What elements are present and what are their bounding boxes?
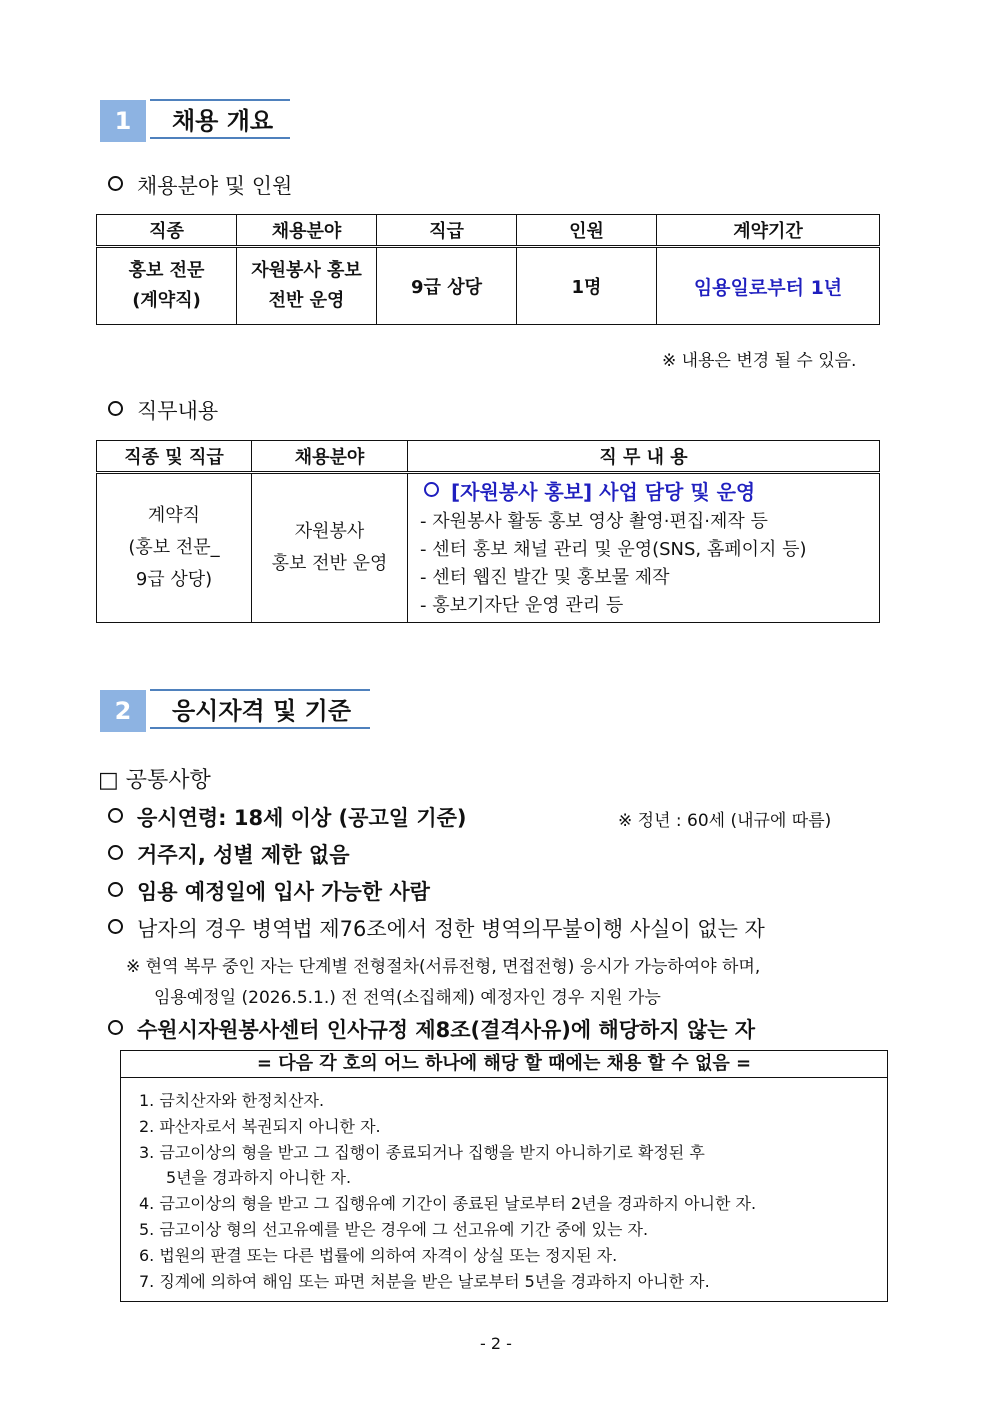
section-1-title: 채용 개요 — [150, 99, 290, 139]
job-line1: 계약직 — [147, 505, 201, 526]
list-item: 7. 징계에 의하여 해임 또는 파면 처분을 받은 날로부터 5년을 경과하지 아니한 자. — [139, 1271, 710, 1291]
field-line2: 홍보 전반 운영 — [271, 553, 388, 574]
positions-table — [96, 214, 880, 325]
subheading-positions-text: 채용분야 및 인원 — [137, 174, 293, 198]
table-row — [97, 473, 880, 623]
disqualify-box — [120, 1050, 888, 1302]
list-item: 1. 금치산자와 한정치산자. — [139, 1091, 325, 1110]
th-count: 인원 — [517, 215, 657, 247]
disqualify-heading: = 다음 각 호의 어느 하나에 해당 할 때에는 채용 할 수 없음 = — [121, 1051, 887, 1078]
duty-title — [420, 476, 879, 508]
list-item: 5. 금고이상 형의 선고유예를 받은 경우에 그 선고유예 기간 중에 있는 자. — [139, 1219, 649, 1239]
duty-item: - 센터 웹진 발간 및 홍보물 제작 — [420, 567, 670, 588]
th-field: 채용분야 — [252, 441, 408, 473]
available-item — [108, 876, 430, 906]
list-item: 4. 금고이상의 형을 받고 그 집행유예 기간이 종료된 날로부터 2년을 경과하지 아니한 자. — [139, 1194, 757, 1214]
section-2-title: 응시자격 및 기준 — [150, 689, 370, 729]
th-period: 계약기간 — [657, 215, 880, 247]
job-type-line1: 홍보 전문 — [128, 260, 205, 281]
circle-bullet-icon — [108, 176, 123, 191]
age-note: ※ 정년 : 60세 (내규에 따름) — [618, 811, 832, 831]
cell-job-grade — [97, 473, 252, 623]
duty-title-text: [자원봉사 홍보] 사업 담당 및 운영 — [451, 480, 756, 504]
duty-item: - 홍보기자단 운영 관리 등 — [420, 595, 624, 616]
duties-table — [96, 440, 880, 623]
circle-bullet-icon — [108, 808, 123, 823]
th-job-type: 직종 — [97, 215, 237, 247]
cell-count: 1명 — [517, 247, 657, 325]
circle-bullet-icon — [108, 401, 123, 416]
military-note-line2: 임용예정일 (2026.5.1.) 전 전역(소집해제) 예정자인 경우 지원 가능 — [154, 988, 661, 1008]
cell-field — [252, 473, 408, 623]
field-line1: 자원봉사 홍보 — [251, 260, 362, 281]
available-text: 임용 예정일에 입사 가능한 사람 — [137, 880, 430, 904]
list-item: 6. 법원의 판결 또는 다른 법률에 의하여 자격이 상실 또는 정지된 자. — [139, 1245, 618, 1265]
section-2-number: 2 — [100, 690, 146, 732]
job-type-line2: (계약직) — [132, 290, 201, 311]
th-field: 채용분야 — [237, 215, 377, 247]
list-item: 3. 금고이상의 형을 받고 그 집행이 종료되거나 집행을 받지 아니하기로 확정된 후 — [139, 1142, 705, 1162]
change-note: ※ 내용은 변경 될 수 있음. — [662, 351, 857, 371]
th-grade: 직급 — [377, 215, 517, 247]
circle-bullet-icon — [424, 482, 439, 497]
subheading-duties-text: 직무내용 — [137, 399, 219, 423]
field-line1: 자원봉사 — [294, 521, 365, 542]
cell-period: 임용일로부터 1년 — [657, 247, 880, 325]
th-job-grade: 직종 및 직급 — [97, 441, 252, 473]
circle-bullet-icon — [108, 1020, 123, 1035]
duty-item: - 센터 홍보 채널 관리 및 운영(SNS, 홈페이지 등) — [420, 539, 807, 560]
disqualify-list — [121, 1078, 887, 1294]
military-text: 남자의 경우 병역법 제76조에서 정한 병역의무불이행 사실이 없는 자 — [137, 917, 765, 941]
subheading-duties — [108, 395, 218, 425]
circle-bullet-icon — [108, 845, 123, 860]
regulation-item — [108, 1014, 755, 1044]
job-line2: (홍보 전문_ — [128, 537, 220, 558]
cell-duties — [408, 473, 880, 623]
table-row — [97, 247, 880, 325]
regulation-text: 수원시자원봉사센터 인사규정 제8조(결격사유)에 해당하지 않는 자 — [137, 1018, 756, 1042]
field-line2: 전반 운영 — [268, 290, 345, 311]
duty-item: - 자원봉사 활동 홍보 영상 촬영·편집·제작 등 — [420, 511, 768, 532]
subheading-positions — [108, 170, 292, 200]
common-label: □ 공통사항 — [98, 768, 211, 793]
cell-grade: 9급 상당 — [377, 247, 517, 325]
residence-item — [108, 839, 349, 869]
list-item: 2. 파산자로서 복권되지 아니한 자. — [139, 1116, 381, 1136]
section-1-number: 1 — [100, 100, 146, 142]
military-item — [108, 913, 765, 943]
cell-field — [237, 247, 377, 325]
page-number: - 2 - — [480, 1334, 512, 1353]
th-duties: 직 무 내 용 — [408, 441, 880, 473]
list-item: 5년을 경과하지 아니한 자. — [166, 1168, 352, 1188]
circle-bullet-icon — [108, 919, 123, 934]
age-item — [108, 802, 467, 832]
job-line3: 9급 상당) — [135, 569, 213, 590]
age-text: 응시연령: 18세 이상 (공고일 기준) — [137, 806, 467, 830]
cell-job-type — [97, 247, 237, 325]
residence-text: 거주지, 성별 제한 없음 — [137, 843, 350, 867]
military-note-line1: ※ 현역 복무 중인 자는 단계별 전형절차(서류전형, 면접전형) 응시가 가능하여야 하며, — [126, 957, 761, 977]
circle-bullet-icon — [108, 882, 123, 897]
